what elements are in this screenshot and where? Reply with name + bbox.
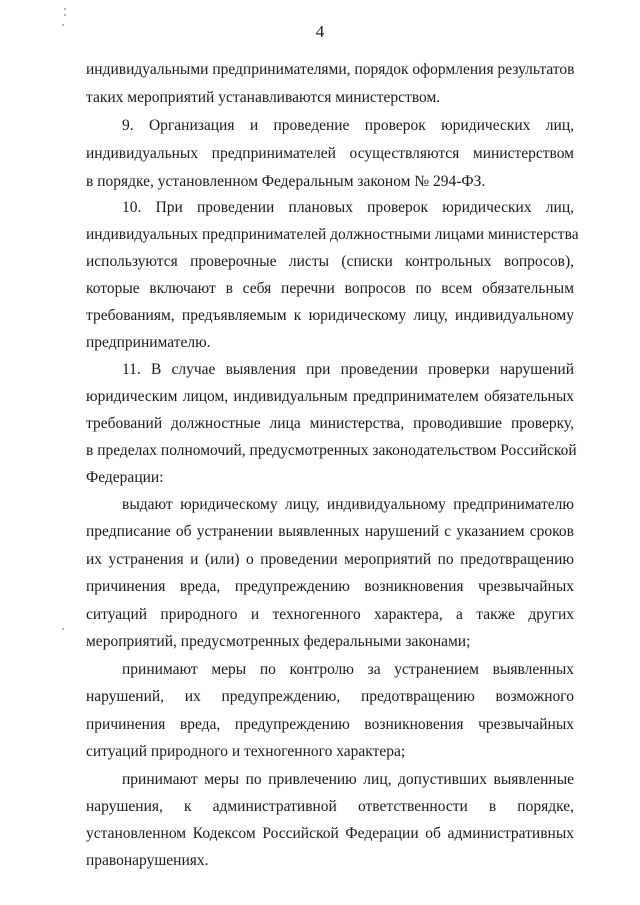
text-line: индивидуальных предпринимателей должностными лицами министерства — [86, 226, 579, 243]
page-number: 4 — [315, 22, 325, 41]
text-line: ситуаций природного и техногенного характера, а также других — [86, 606, 574, 623]
text-line: индивидуальных предпринимателей осуществляются министерством — [86, 145, 574, 162]
scan-speck — [64, 14, 66, 16]
list-item-start: принимают меры по привлечению лиц, допустивших выявленные — [122, 771, 574, 788]
scan-speck — [62, 628, 64, 630]
text-line: Федерации: — [86, 469, 164, 486]
text-line: правонарушениях. — [86, 852, 209, 869]
scan-speck — [62, 24, 64, 26]
text-line: индивидуальными предпринимателями, порядок оформления результатов — [86, 61, 575, 78]
text-line: которые включают в себя перечни вопросов по всем обязательным — [86, 280, 574, 297]
list-item-start: выдают юридическому лицу, индивидуальному предпринимателю — [122, 496, 574, 513]
paragraph-11-start: 11. В случае выявления при проведении проверки нарушений — [122, 361, 574, 378]
text-line: установленном Кодексом Российской Федерации об административных — [86, 825, 574, 842]
text-line: в пределах полномочий, предусмотренных законодательством Российской — [86, 442, 577, 459]
paragraph-10-start: 10. При проведении плановых проверок юридических лиц, — [122, 199, 574, 216]
scan-speck — [64, 8, 66, 10]
text-line: нарушений, их предупреждению, предотвращению возможного — [86, 688, 574, 705]
list-item-start: принимают меры по контролю за устранением выявленных — [122, 661, 574, 678]
text-line: мероприятий, предусмотренных федеральными законами; — [86, 633, 471, 650]
text-line: требований должностные лица министерства, проводившие проверку, — [86, 415, 574, 432]
text-line: причинения вреда, предупреждению возникновения чрезвычайных — [86, 578, 574, 595]
text-line: предпринимателю. — [86, 334, 211, 351]
text-line: требованиям, предъявляемым к юридическому лицу, индивидуальному — [86, 307, 574, 324]
text-line: нарушения, к административной ответственности в порядке, — [86, 798, 574, 815]
text-line: таких мероприятий устанавливаются министерством. — [86, 89, 441, 106]
text-line: предписание об устранении выявленных нарушений с указанием сроков — [86, 523, 574, 540]
paragraph-9-start: 9. Организация и проведение проверок юридических лиц, — [122, 117, 574, 134]
text-line: используются проверочные листы (списки контрольных вопросов), — [86, 253, 574, 270]
text-line: причинения вреда, предупреждению возникновения чрезвычайных — [86, 716, 574, 733]
text-line: их устранения и (или) о проведении мероприятий по предотвращению — [86, 551, 574, 568]
text-line: в порядке, установленном Федеральным законом № 294-ФЗ. — [86, 173, 486, 190]
text-line: ситуаций природного и техногенного характера; — [86, 743, 406, 760]
text-line: юридическим лицом, индивидуальным предпринимателем обязательных — [86, 388, 574, 405]
